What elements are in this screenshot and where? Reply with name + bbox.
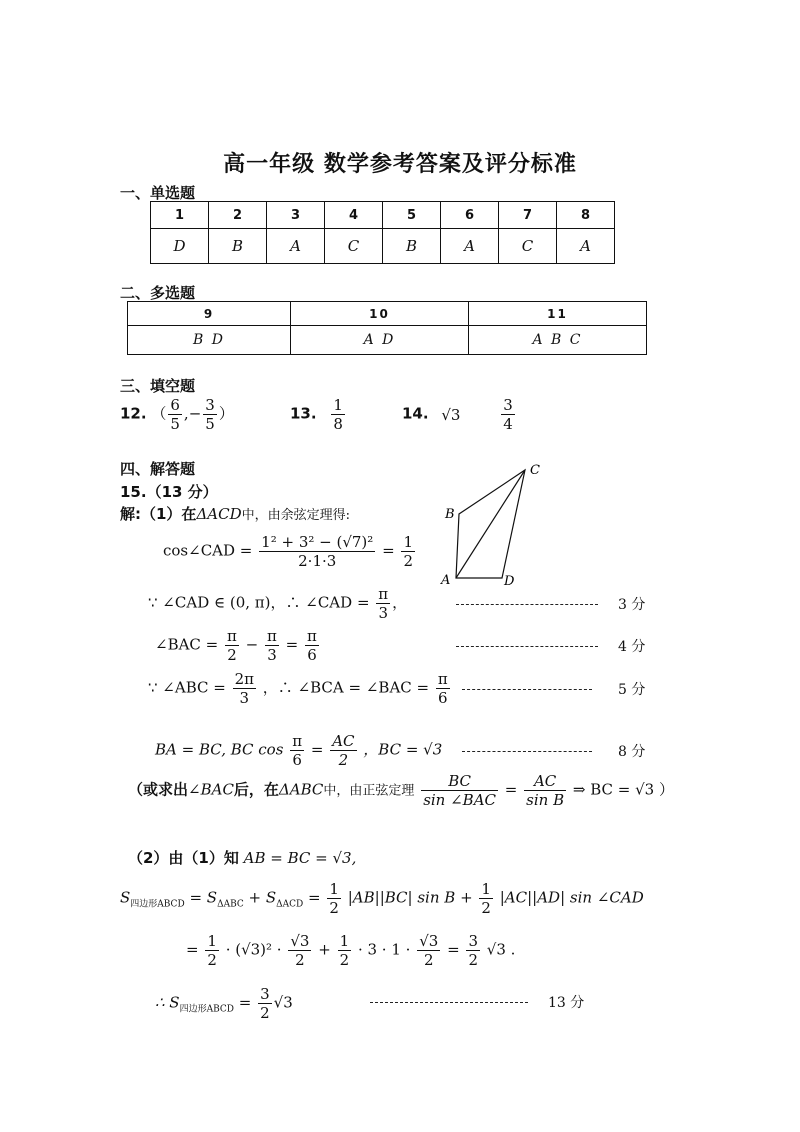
text: |AC||AD| sin ∠CAD <box>499 888 644 907</box>
answer-12 <box>120 396 234 433</box>
denominator: 2 <box>339 951 350 969</box>
numerator: π <box>267 627 277 645</box>
table-cell: A <box>267 229 325 264</box>
vertex-label-b: B <box>445 507 455 522</box>
multi-choice-table <box>127 301 647 355</box>
equals: = <box>310 740 324 759</box>
subscript: ΔACD <box>276 899 304 910</box>
equation-angle-cad <box>148 585 407 622</box>
numerator: 1 <box>329 880 339 898</box>
table-row <box>128 326 647 355</box>
text: ，∴ ∠BCA = ∠BAC = <box>262 678 430 697</box>
fraction <box>401 533 415 570</box>
denominator: 3 <box>378 604 388 622</box>
table-cell: A <box>557 229 615 264</box>
equals: = <box>186 940 199 959</box>
fraction <box>417 932 440 969</box>
score-4: 4 分 <box>618 639 646 655</box>
numerator: 1 <box>339 932 350 950</box>
denominator: 2 <box>329 899 339 917</box>
numerator: 3 <box>503 396 513 414</box>
numerator: π <box>437 670 448 688</box>
equals: = <box>382 541 395 560</box>
equals: = <box>285 635 299 654</box>
table-cell: D <box>151 229 209 264</box>
numerator: π <box>378 585 389 603</box>
denominator: 2 <box>468 951 478 969</box>
fraction <box>466 932 480 969</box>
table-cell: C <box>499 229 557 264</box>
denominator: 5 <box>205 415 215 433</box>
equals: = <box>308 888 321 907</box>
fraction <box>258 985 272 1022</box>
paren: ） <box>218 404 234 423</box>
text: 中，由正弦定理 <box>323 783 415 799</box>
score-5: 5 分 <box>618 682 646 698</box>
text: ∵ ∠CAD ∈ (0, π)，∴ ∠CAD = <box>148 593 370 612</box>
fraction <box>524 772 566 809</box>
table-cell: A <box>441 229 499 264</box>
text: ，BC = √3 <box>363 740 443 759</box>
text: · 3 · 1 · <box>357 940 411 959</box>
vertex-label-d: D <box>504 574 515 589</box>
text: （或求出 <box>128 780 189 799</box>
paren: （ <box>151 404 167 423</box>
table-cell: 2 <box>209 202 267 229</box>
denominator: 5 <box>170 415 180 433</box>
table-cell: B <box>209 229 267 264</box>
equation-cosine <box>163 533 417 570</box>
page-title: 高一年级 数学参考答案及评分标准 <box>223 152 577 177</box>
denominator: sin B <box>526 791 565 809</box>
fraction <box>305 627 319 664</box>
numerator: 1 <box>207 932 217 950</box>
table-cell: B <box>383 229 441 264</box>
question-15-header: 15.（13 分） <box>120 483 218 501</box>
intro-label: 解:（1）在 <box>120 505 197 523</box>
text: √3 <box>273 993 293 1012</box>
fraction <box>376 585 390 622</box>
equals: = <box>447 940 460 959</box>
diagonal-ac <box>456 470 525 578</box>
table-cell: 9 <box>128 302 291 326</box>
table-cell: 3 <box>267 202 325 229</box>
denominator: 2 <box>207 951 217 969</box>
equals: = <box>504 780 518 799</box>
math: ∠BAC <box>188 780 234 799</box>
single-choice-table <box>150 201 615 264</box>
fraction <box>421 772 498 809</box>
dotted-leader <box>462 689 592 690</box>
fraction <box>205 932 219 969</box>
fraction <box>436 670 450 707</box>
dotted-leader <box>370 1002 528 1003</box>
numerator: 3 <box>260 985 270 1003</box>
vertex-label-c: C <box>530 463 540 478</box>
text: ∴ S <box>155 993 180 1012</box>
denominator: 6 <box>307 646 317 664</box>
text: ∠BAC = <box>155 635 219 654</box>
text: （2）由（1）知 <box>128 849 239 867</box>
subscript: 四边形ABCD <box>130 899 185 910</box>
numerator: π <box>307 627 317 645</box>
numerator: 3 <box>468 932 478 950</box>
section-single-choice: 一、单选题 <box>120 184 196 202</box>
question-number: 13. <box>290 404 317 423</box>
fraction <box>501 396 515 433</box>
table-cell: 7 <box>499 202 557 229</box>
denominator: 6 <box>438 689 448 707</box>
numerator: 1² + 3² − (√7)² <box>261 533 374 551</box>
table-row <box>128 302 647 326</box>
table-cell: 6 <box>441 202 499 229</box>
numerator: √3 <box>290 932 310 950</box>
answer-13 <box>290 396 347 433</box>
fraction <box>479 880 493 917</box>
equation-angle-bac <box>155 627 321 664</box>
fraction <box>233 670 256 707</box>
denominator: 2 <box>260 1004 270 1022</box>
fraction <box>168 396 182 433</box>
separator: ,− <box>183 404 202 423</box>
denominator: 8 <box>333 415 343 433</box>
denominator: 2·1·3 <box>298 552 337 570</box>
intro-text: 中，由余弦定理得: <box>241 508 350 523</box>
denominator: 4 <box>503 415 513 433</box>
text: = S <box>189 888 218 907</box>
equation-area-final <box>155 985 293 1022</box>
numerator: AC <box>524 772 566 791</box>
denominator: 3 <box>239 689 250 707</box>
equals: = <box>238 993 252 1012</box>
table-row <box>151 202 615 229</box>
score-8: 8 分 <box>618 744 646 760</box>
fraction <box>330 732 356 769</box>
numerator: π <box>227 627 237 645</box>
denominator: 2 <box>403 552 413 570</box>
fraction <box>203 396 217 433</box>
equation-angle-abc <box>148 670 452 707</box>
fraction <box>225 627 239 664</box>
minus: − <box>245 635 259 654</box>
triangle-symbol: ΔACD <box>196 505 242 523</box>
text: |AB||BC| sin B + <box>347 888 473 907</box>
section-solutions: 四、解答题 <box>120 460 196 478</box>
numerator: AC <box>332 732 355 750</box>
numerator: √3 <box>419 932 439 950</box>
comma: ， <box>392 593 408 612</box>
text: √3 . <box>486 940 516 959</box>
table-cell: 10 <box>291 302 469 326</box>
fraction <box>290 732 304 769</box>
score-13: 13 分 <box>548 995 585 1011</box>
alternative-method <box>128 772 674 809</box>
part2-intro <box>128 847 356 868</box>
score-3: 3 分 <box>618 597 646 613</box>
numerator: BC <box>421 772 498 791</box>
quadrilateral-figure <box>435 460 555 590</box>
text: + S <box>248 888 277 907</box>
subscript: 四边形ABCD <box>179 1004 234 1015</box>
math: ΔABC <box>278 780 324 799</box>
denominator: 2 <box>338 751 349 769</box>
sqrt-value: √3 <box>441 405 461 424</box>
lhs: cos∠CAD = <box>163 541 253 560</box>
text: · (√3)² · <box>225 940 282 959</box>
table-cell: A B C <box>469 326 647 355</box>
denominator: 2 <box>481 899 491 917</box>
question-number: 12. <box>120 404 147 423</box>
table-cell: 1 <box>151 202 209 229</box>
fraction <box>259 533 375 570</box>
vertex-label-a: A <box>441 573 451 588</box>
fraction <box>327 880 341 917</box>
text: ⇒ BC = √3 ） <box>572 780 674 799</box>
text: 后，在 <box>233 780 279 799</box>
section-fill-blank: 三、填空题 <box>120 377 196 395</box>
table-cell: A D <box>291 326 469 355</box>
table-cell: 5 <box>383 202 441 229</box>
numerator: 3 <box>205 396 215 414</box>
part1-intro <box>120 503 350 524</box>
numerator: 1 <box>403 533 413 551</box>
dotted-leader <box>456 646 598 647</box>
numerator: π <box>292 732 303 750</box>
denominator: sin ∠BAC <box>423 791 497 809</box>
fraction <box>338 932 352 969</box>
table-cell: 8 <box>557 202 615 229</box>
dotted-leader <box>456 604 598 605</box>
numerator: 1 <box>333 396 343 414</box>
subscript: ΔABC <box>217 899 244 910</box>
equation-bc <box>155 732 442 769</box>
table-cell: C <box>325 229 383 264</box>
text: BA = BC, BC cos <box>155 740 284 759</box>
denominator: 2 <box>423 951 434 969</box>
denominator: 3 <box>267 646 277 664</box>
table-cell: 4 <box>325 202 383 229</box>
fraction <box>288 932 311 969</box>
answer-14 <box>402 396 517 433</box>
math: AB = BC = √3, <box>243 849 357 867</box>
equation-area-compute <box>186 932 515 969</box>
question-number: 14. <box>402 404 429 423</box>
numerator: 2π <box>234 670 255 688</box>
equation-area <box>120 880 644 917</box>
fraction <box>265 627 279 664</box>
section-multi-choice: 二、多选题 <box>120 284 196 302</box>
numerator: 1 <box>481 880 491 898</box>
text: ∵ ∠ABC = <box>148 678 226 697</box>
dotted-leader <box>462 751 592 752</box>
plus: + <box>318 940 331 959</box>
text: S <box>120 888 131 907</box>
table-cell: B D <box>128 326 291 355</box>
fraction <box>331 396 345 433</box>
numerator: 6 <box>170 396 180 414</box>
denominator: 2 <box>227 646 237 664</box>
denominator: 6 <box>292 751 302 769</box>
table-row <box>151 229 615 264</box>
denominator: 2 <box>295 951 305 969</box>
table-cell: 11 <box>469 302 647 326</box>
